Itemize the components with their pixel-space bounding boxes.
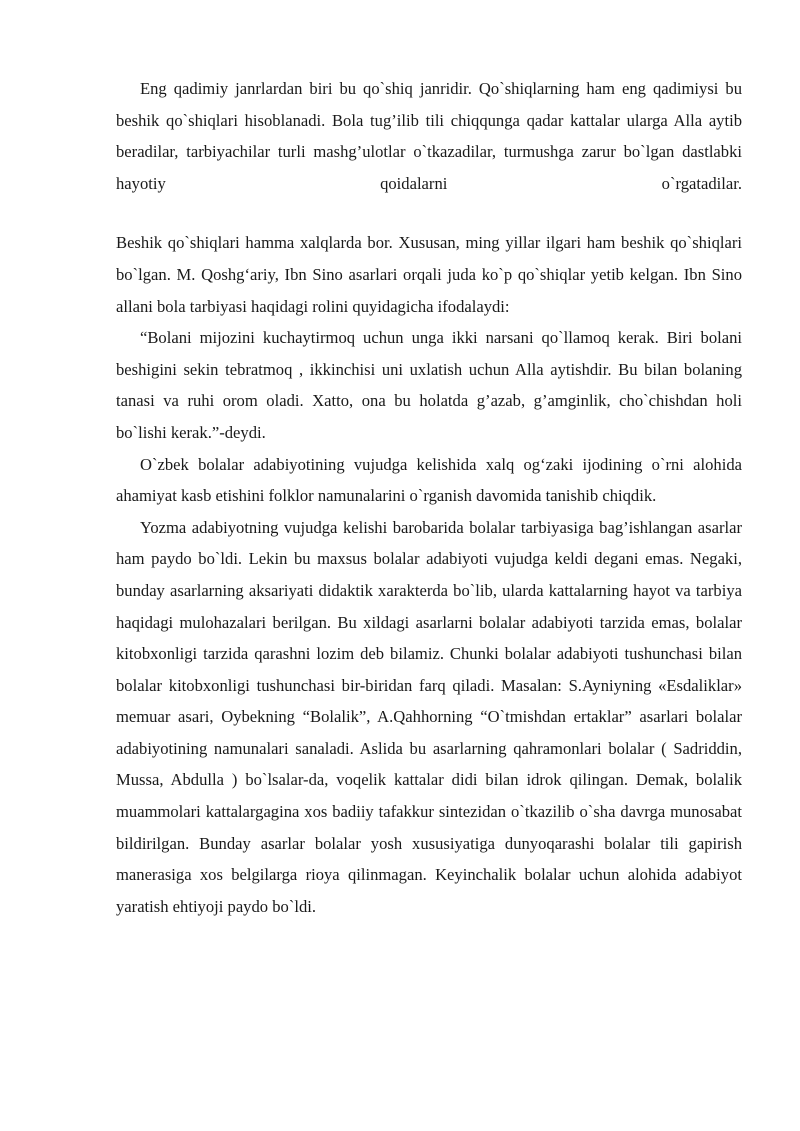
paragraph-1: Eng qadimiy janrlardan biri bu qo`shiq janridir. Qo`shiqlarning ham eng qadimiysi bu beshik qo`shiqlari hisoblanadi. Bola tug’ilib tili chiqqunga qadar kattalar ularga Alla aytib beradilar, tarbiyachilar turli mashg’ulotlar o`tkazadilar, turmushga zarur bo`lgan dastlabki hayotiy qoidalarni o`rgatadilar. (116, 79, 742, 193)
paragraph-2: Beshik qo`shiqlari hamma xalqlarda bor. Xususan, ming yillar ilgari ham beshik qo`shiqlari bo`lgan. M. Qoshg‘ariy, Ibn Sino asarlari orqali juda ko`p qo`shiqlar yetib kelgan. Ibn Sino allani bola tarbiyasi haqidagi rolini quyidagicha ifodalaydi: (116, 233, 742, 316)
paragraph-gap (116, 199, 742, 227)
paragraph-4: O`zbek bolalar adabiyotining vujudga kelishida xalq og‘zaki ijodining o`rni alohida ahamiyat kasb etishini folklor namunalarini o`rganish davomida tanishib chiqdik. (116, 454, 742, 506)
paragraph-5: Yozma adabiyotning vujudga kelishi barobarida bolalar tarbiyasiga bag’ishlangan asarlar ham paydo bo`ldi. Lekin bu maxsus bolalar adabiyoti vujudga keldi degani emas. Negaki, bunday asarlarning aksariyati didaktik xarakterda bo`lib, ularda kattalarning hayot va tarbiya haqidagi mulohazalari berilgan. Bu xildagi asarlarni bolalar adabiyoti tarzida emas, bolalar kitobxonligi tarzida qarashni lozim deb bilamiz. Chunki bolalar adabiyoti tushunchasi bilan bolalar kitobxonligi tushunchasi bir-biridan farq qiladi. Masalan: S.Ayniyning «Esdaliklar» memuar asari, Oybekning “Bolalik”, A.Qahhorning “O`tmishdan ertaklar” asarlari bolalar adabiyotining namunalari sanaladi. Aslida bu asarlarning qahramonlari bolalar ( Sadriddin, Mussa, Abdulla ) bo`lsalar-da, voqelik kattalar didi bilan idrok qilingan. Demak, bolalik muammolari kattalargagina xos badiiy tafakkur sintezidan o`tkazilib o`sha davrga munosabat bildirilgan. Bunday asarlar bolalar yosh xususiyatiga dunyoqarashi bolalar tili gapirish manerasiga xos belgilarga rioya qilinmagan. Keyinchalik bolalar uchun alohida adabiyot yaratish ehtiyoji paydo bo`ldi. (116, 517, 742, 916)
document-page (116, 73, 742, 922)
paragraph-3: “Bolani mijozini kuchaytirmoq uchun unga ikki narsani qo`llamoq kerak. Biri bolani beshigini sekin tebratmoq , ikkinchisi uni uxlatish uchun Alla aytishdir. Bu bilan bolaning tanasi va ruhi orom oladi. Xatto, ona bu holatda g’azab, g’amginlik, cho`chishdan holi bo`lishi kerak.”-deydi. (116, 328, 742, 442)
